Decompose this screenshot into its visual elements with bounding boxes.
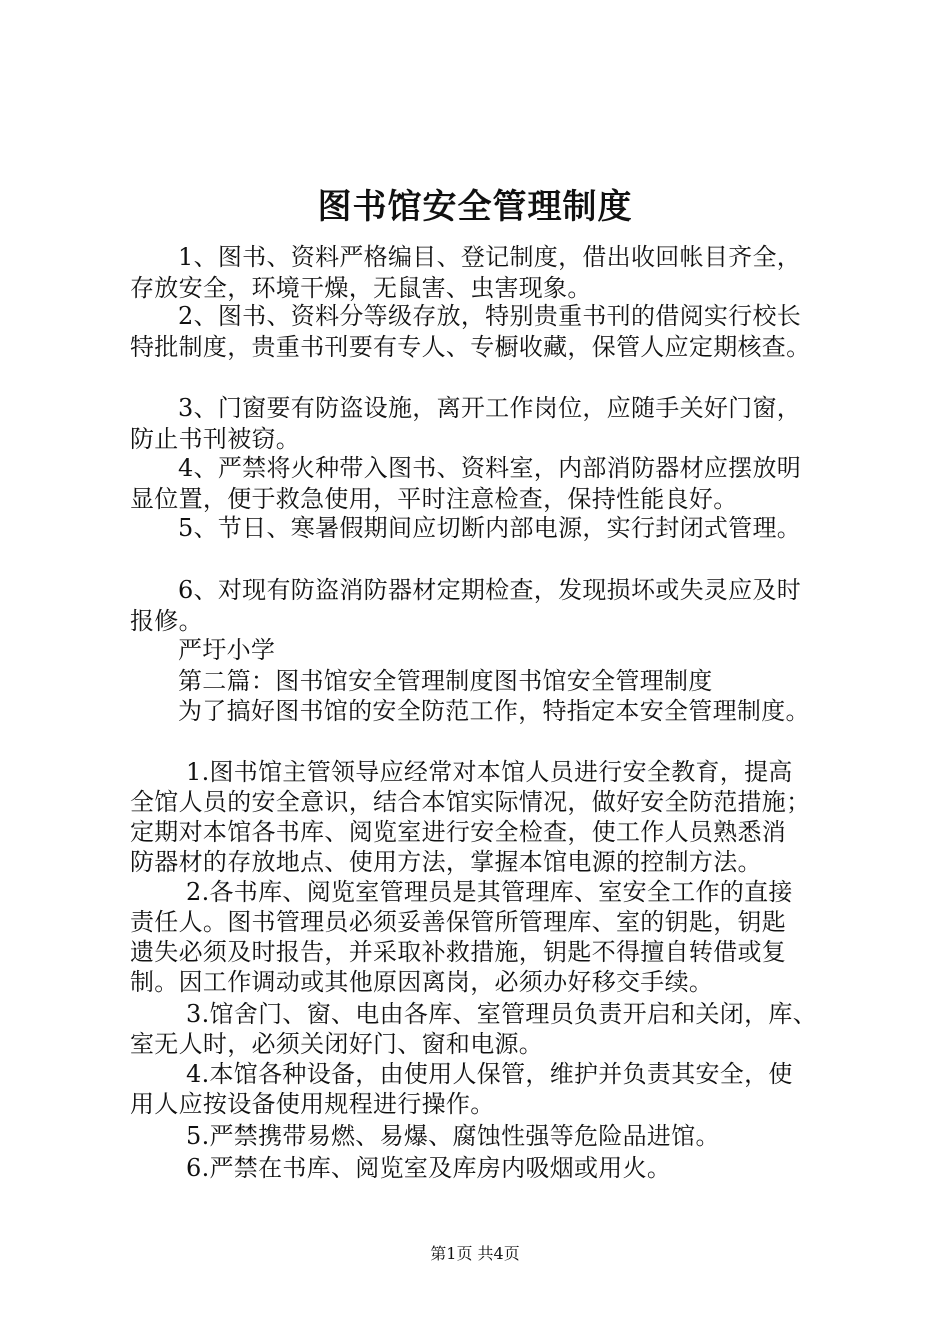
paragraph-line: 用人应按设备使用规程进行操作。 xyxy=(130,1090,495,1118)
paragraph-line: 防器材的存放地点、使用方法，掌握本馆电源的控制方法。 xyxy=(130,848,762,876)
paragraph-line: 责任人。图书管理员必须妥善保管所管理库、室的钥匙，钥匙 xyxy=(130,908,787,936)
paragraph-line: 3.馆舍门、窗、电由各库、室管理员负责开启和关闭，库、 xyxy=(186,1000,817,1028)
paragraph-line: 4、严禁将火种带入图书、资料室，内部消防器材应摆放明 xyxy=(178,454,802,482)
paragraph-line: 1.图书馆主管领导应经常对本馆人员进行安全教育，提高 xyxy=(186,758,793,786)
document-title: 图书馆安全管理制度 xyxy=(317,187,633,227)
paragraph-line: 制。因工作调动或其他原因离岗，必须办好移交手续。 xyxy=(130,968,714,996)
paragraph-line: 6、对现有防盗消防器材定期检查，发现损坏或失灵应及时 xyxy=(178,576,802,604)
paragraph-line: 1、图书、资料严格编目、登记制度，借出收回帐目齐全， xyxy=(178,243,802,271)
page-footer: 第1页 共4页 xyxy=(430,1244,520,1263)
paragraph-line: 为了搞好图书馆的安全防范工作，特指定本安全管理制度。 xyxy=(178,697,810,725)
paragraph-line: 特批制度，贵重书刊要有专人、专橱收藏，保管人应定期核查。 xyxy=(130,333,811,361)
paragraph-line: 5、节日、寒暑假期间应切断内部电源，实行封闭式管理。 xyxy=(178,514,802,542)
paragraph-line: 2、图书、资料分等级存放，特别贵重书刊的借阅实行校长 xyxy=(178,302,802,330)
paragraph-line: 遗失必须及时报告，并采取补救措施，钥匙不得擅自转借或复 xyxy=(130,938,787,966)
paragraph-line: 显位置，便于救急使用，平时注意检查，保持性能良好。 xyxy=(130,485,738,513)
paragraph-line: 4.本馆各种设备，由使用人保管，维护并负责其安全，使 xyxy=(186,1060,793,1088)
paragraph-line: 全馆人员的安全意识，结合本馆实际情况，做好安全防范措施； xyxy=(130,788,811,816)
school-name: 严圩小学 xyxy=(178,636,276,664)
paragraph-line: 室无人时，必须关闭好门、窗和电源。 xyxy=(130,1030,544,1058)
paragraph-line: 报修。 xyxy=(130,607,203,635)
paragraph-line: 6.严禁在书库、阅览室及库房内吸烟或用火。 xyxy=(186,1154,672,1182)
section-heading: 第二篇：图书馆安全管理制度图书馆安全管理制度 xyxy=(178,667,713,695)
paragraph-line: 存放安全，环境干燥，无鼠害、虫害现象。 xyxy=(130,274,592,302)
paragraph-line: 定期对本馆各书库、阅览室进行安全检查，使工作人员熟悉消 xyxy=(130,818,787,846)
paragraph-line: 5.严禁携带易燃、易爆、腐蚀性强等危险品进馆。 xyxy=(186,1122,720,1150)
paragraph-line: 3、门窗要有防盗设施，离开工作岗位，应随手关好门窗， xyxy=(178,394,802,422)
paragraph-line: 防止书刊被窃。 xyxy=(130,425,301,453)
paragraph-line: 2.各书库、阅览室管理员是其管理库、室安全工作的直接 xyxy=(186,878,793,906)
